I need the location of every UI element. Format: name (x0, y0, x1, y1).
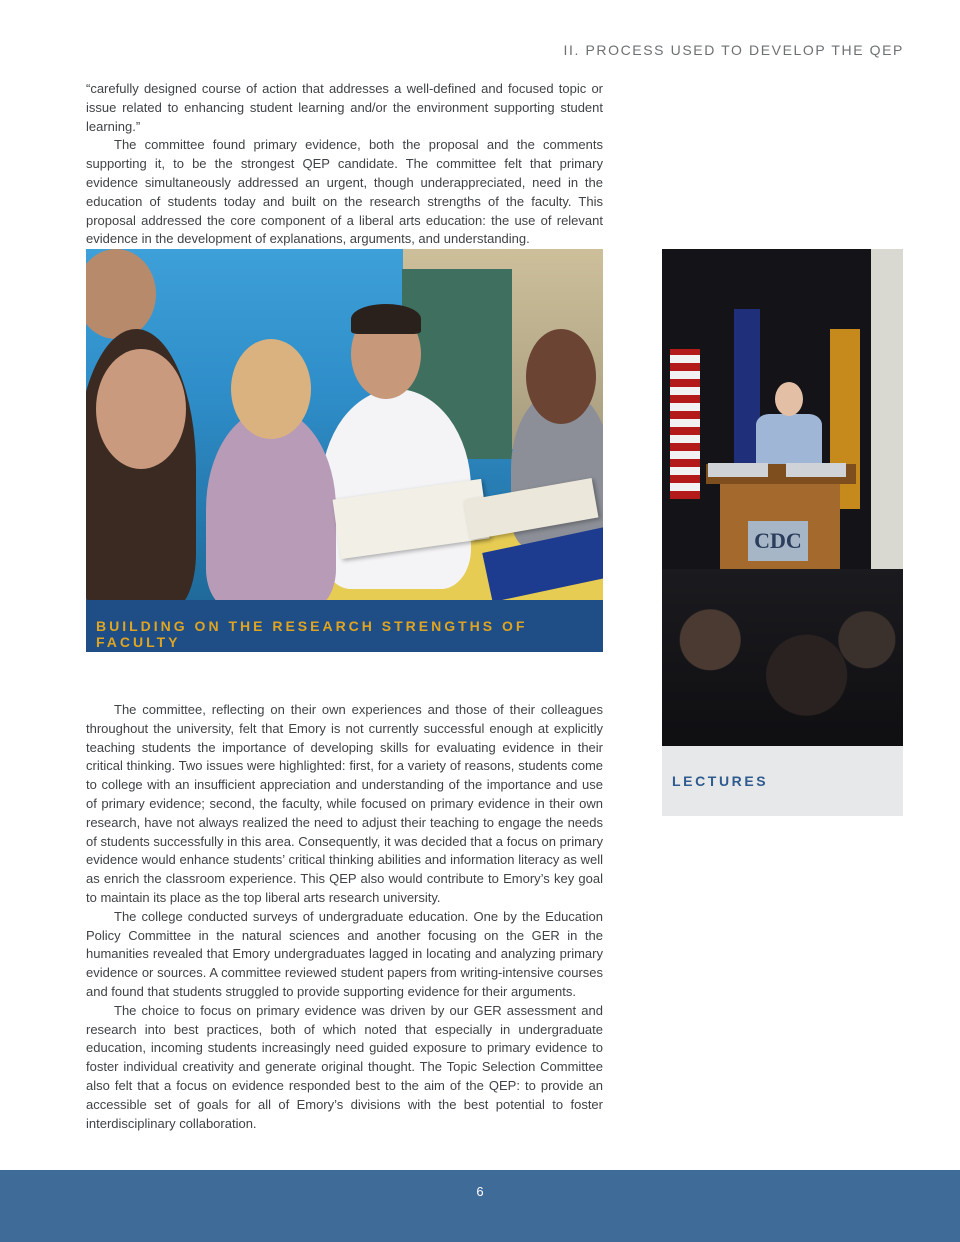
page-footer (0, 1170, 960, 1242)
body-paragraph: The committee found primary evidence, both the proposal and the comments supporting it, to be the strongest QEP candidate. The committee felt that primary evidence simultaneously addressed an urgent, though underappreciated, need in the education of students today and built on the research strengths of the faculty. This proposal addressed the core component of a liberal arts education: the use of relevant evidence in the development of explanations, arguments, and understanding. (86, 137, 603, 247)
quote-paragraph: “carefully designed course of action that addresses a well-defined and focused topic or issue related to enhancing student learning and/or the environment supporting student learning.” (86, 81, 603, 134)
caption-text: LECTURES (672, 773, 769, 789)
photo-caption-faculty (86, 600, 603, 652)
body-paragraph: The college conducted surveys of undergraduate education. One by the Education Policy Committee in the natural sciences and another focusing on the GER in the humanities revealed that Emory undergraduates lagged in locating and analyzing primary evidence or sources. A committee reviewed student papers from writing-intensive courses and found that students struggled to provide supporting evidence for their arguments. (86, 908, 603, 999)
lecture-photo (662, 249, 903, 746)
caption-text: BUILDING ON THE RESEARCH STRENGTHS OF FACULTY (96, 618, 528, 650)
bottom-text-block (86, 701, 603, 1133)
photo-caption-lectures (662, 746, 903, 816)
faculty-meeting-photo (86, 249, 603, 600)
podium-logo: CDC (748, 521, 808, 561)
page-number: 6 (476, 1184, 484, 1199)
body-paragraph: The committee, reflecting on their own experiences and those of their colleagues throughout the university, felt that Emory is not currently successful enough at explicitly teaching students the importance of developing skills for evaluating evidence in their critical thinking. Two issues were highlighted: first, for a variety of reasons, students come to college with an insufficient appreciation and understanding of the importance and use of primary evidence; second, the faculty, while focused on primary evidence in their own research, have not always realized the need to adjust their teaching to engage the needs of students successfully in this area. Consequently, it was decided that a focus on primary evidence would enhance students’ critical thinking abilities and information literacy as well as enrich the classroom experience. This QEP also would contribute to Emory’s key goal to maintain its place as the top liberal arts research university. (86, 702, 603, 905)
top-text-block (86, 80, 603, 249)
section-header: II. PROCESS USED TO DEVELOP THE QEP (563, 42, 904, 58)
body-paragraph: The choice to focus on primary evidence was driven by our GER assessment and research into best practices, both of which noted that especially in undergraduate education, incoming students increasingly need guided exposure to primary evidence to foster individual creativity and generate original thought. The Topic Selection Committee also felt that a focus on evidence responded best to the aim of the QEP: to provide an accessible set of goals for all of Emory’s divisions with the best potential to foster interdisciplinary collaboration. (86, 1002, 603, 1131)
